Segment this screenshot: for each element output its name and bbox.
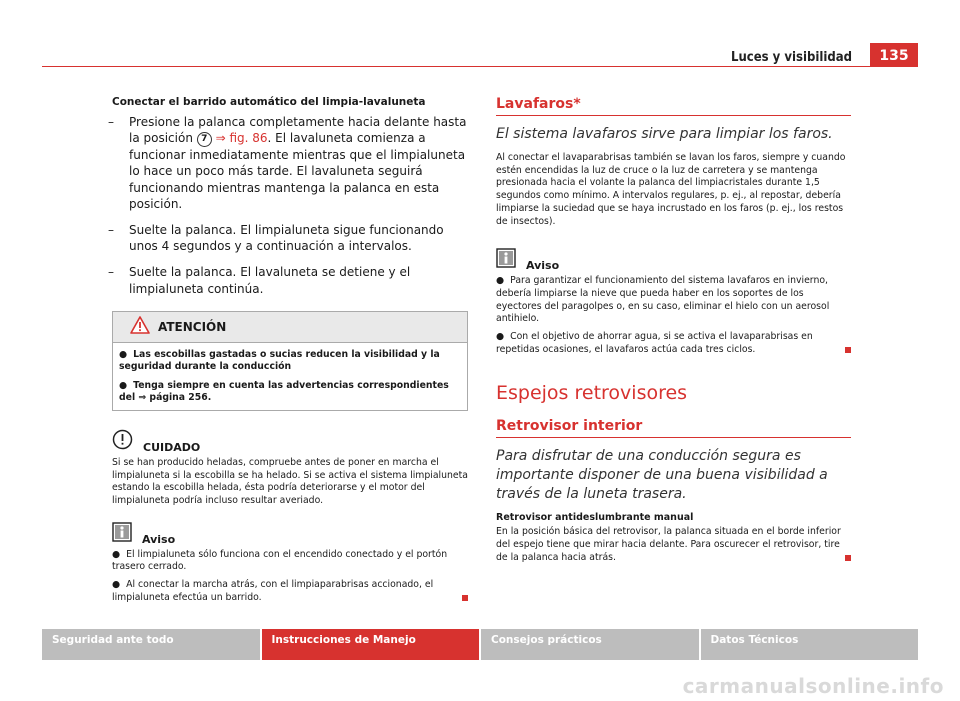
list-item: ● Tenga siempre en cuenta las advertencias correspondientes del ⇒ página 256. xyxy=(119,379,449,404)
footer-tabs xyxy=(42,629,918,660)
list-item-text: Con el objetivo de ahorrar agua, si se activa el lavaparabrisas en repetidas ocasiones, el lavafaros actúa cada tres ciclos. xyxy=(496,331,813,355)
section-end-marker xyxy=(845,555,851,561)
caution-body xyxy=(112,457,468,508)
running-header-title: Luces y visibilidad xyxy=(731,50,852,65)
section-rule xyxy=(496,437,851,438)
notice-title: Aviso xyxy=(526,259,560,273)
info-notepad-icon xyxy=(496,248,516,272)
footer-tab-consejos[interactable]: Consejos prácticos xyxy=(481,629,701,660)
warning-body xyxy=(113,343,467,410)
notice-list xyxy=(112,549,468,605)
caution-title: CUIDADO xyxy=(143,440,201,454)
chapter-title-espejos: Espejos retrovisores xyxy=(496,382,688,405)
section-subheading: Conectar el barrido automático del limpia-lavaluneta xyxy=(112,96,426,108)
list-item-text: Para garantizar el funcionamiento del sistema lavafaros en invierno, debería limpiarse la nieve que pueda haber en los soportes de los eyectores del paragolpes o, en su caso, eliminar el hielo con un aerosol antihielo. xyxy=(496,275,830,325)
step-text: Suelte la palanca. El limpialuneta sigue funcionando unos 4 segundos y a continuación a intervalos. xyxy=(129,223,444,254)
step-text: Presione la palanca completamente hacia delante hasta la posición xyxy=(129,115,467,146)
warning-header xyxy=(113,312,467,343)
section-title-lavafaros: Lavafaros* xyxy=(496,96,581,112)
info-notepad-icon xyxy=(112,522,132,546)
notice-header xyxy=(496,248,851,272)
warning-triangle-icon xyxy=(130,316,150,338)
list-item: ● El limpialuneta sólo funciona con el encendido conectado y el portón trasero cerrado. xyxy=(112,548,448,573)
list-item-text: Tenga siempre en cuenta las advertencias correspondientes del ⇒ página 256. xyxy=(119,379,449,404)
list-item: ● Para garantizar el funcionamiento del sistema lavafaros en invierno, debería limpiarse la nieve que pueda haber en los soportes de los eyectores del paragolpes o, en su caso, eliminar el hielo con un aerosol antihielo. xyxy=(496,275,830,325)
footer-tab-datos[interactable]: Datos Técnicos xyxy=(701,629,919,660)
section-paragraph xyxy=(496,526,851,564)
figure-ref-marker: 7 xyxy=(197,132,212,147)
step-item: – Suelte la palanca. El limpialuneta sigue funcionando unos 4 segundos y a continuación a intervalos. xyxy=(108,223,444,254)
list-item-text: El limpialuneta sólo funciona con el encendido conectado y el portón trasero cerrado. xyxy=(112,548,448,573)
right-column xyxy=(496,96,851,565)
warning-title: ATENCIÓN xyxy=(158,319,227,334)
section-end-marker xyxy=(845,347,851,353)
watermark: carmanualsonline.info xyxy=(682,674,944,698)
section-end-marker xyxy=(462,595,468,601)
step-item: – Presione la palanca completamente hacia delante hasta la posición 7 ⇒ fig. 86. El lavaluneta comienza a funcionar inmediatamente mientras que el limpialuneta lo hace un poco más tarde. El lavaluneta seguirá funcionando mientras mantenga la palanca en esta posición. xyxy=(108,115,467,211)
notice-title: Aviso xyxy=(142,532,176,546)
section-intro: Para disfrutar de una conducción segura es importante disponer de una buena visibilidad a través de la luneta trasera. xyxy=(496,448,828,503)
list-item: ● Al conectar la marcha atrás, con el limpiaparabrisas accionado, el limpialuneta efectúa un barrido. xyxy=(112,579,468,604)
caution-circle-icon xyxy=(112,429,133,454)
notice-header xyxy=(112,522,468,546)
list-item: ● Las escobillas gastadas o sucias reducen la visibilidad y la seguridad durante la conducción xyxy=(119,348,440,373)
figure-link[interactable]: ⇒ fig. 86 xyxy=(215,131,268,146)
list-item-text: Las escobillas gastadas o sucias reducen la visibilidad y la seguridad durante la conducción xyxy=(119,348,440,373)
footer-tab-instrucciones[interactable]: Instrucciones de Manejo xyxy=(262,629,482,660)
page-number: 135 xyxy=(870,43,918,67)
step-text: Suelte la palanca. El lavaluneta se detiene y el limpialuneta continúa. xyxy=(129,265,411,296)
list-item-text: Al conectar la marcha atrás, con el limpiaparabrisas accionado, el limpialuneta efectúa un barrido. xyxy=(112,579,434,603)
caution-header xyxy=(112,429,468,454)
list-item: ● Con el objetivo de ahorrar agua, si se activa el lavaparabrisas en repetidas ocasiones, el lavafaros actúa cada tres ciclos. xyxy=(496,331,851,356)
paragraph-text: En la posición básica del retrovisor, la palanca situada en el borde inferior del espejo tiene que mirar hacia delante. Para oscurecer el retrovisor, tire de la palanca hacia atrás. xyxy=(496,526,841,563)
section-intro: El sistema lavafaros sirve para limpiar los faros. xyxy=(496,126,833,142)
caution-text: Si se han producido heladas, compruebe antes de poner en marcha el limpialuneta si la escobilla se ha helado. Si se activa el sistema limpialuneta estando la escobilla helada, ésta podría deteriorarse y el motor del limpialuneta podría incluso resultar averiado. xyxy=(112,456,468,506)
section-rule xyxy=(496,115,851,116)
section-subheading: Retrovisor antideslumbrante manual xyxy=(496,512,694,524)
step-item: – Suelte la palanca. El lavaluneta se detiene y el limpialuneta continúa. xyxy=(108,265,411,296)
header-rule xyxy=(42,66,918,67)
warning-box xyxy=(112,311,468,411)
left-column xyxy=(108,96,468,609)
section-title-retrovisor: Retrovisor interior xyxy=(496,418,643,435)
footer-tab-seguridad[interactable]: Seguridad ante todo xyxy=(42,629,262,660)
step-text: . El lavaluneta comienza a funcionar inmediatamente mientras que el limpialuneta lo hace un poco más tarde. El lavaluneta seguirá funcionando mientras mantenga la palanca en esta posición. xyxy=(129,131,466,211)
section-paragraph: Al conectar el lavaparabrisas también se lavan los faros, siempre y cuando estén encendidas la luz de cruce o la luz de carretera y se mantenga presionada hacia el volante la palanca del limpiacristales durante 1,5 segundos como mínimo. A intervalos regulares, p. ej., al repostar, debería limpiarse la suciedad que se haya incrustado en los faros (p. ej., los restos de insectos). xyxy=(496,152,846,227)
notice-list xyxy=(496,275,851,356)
